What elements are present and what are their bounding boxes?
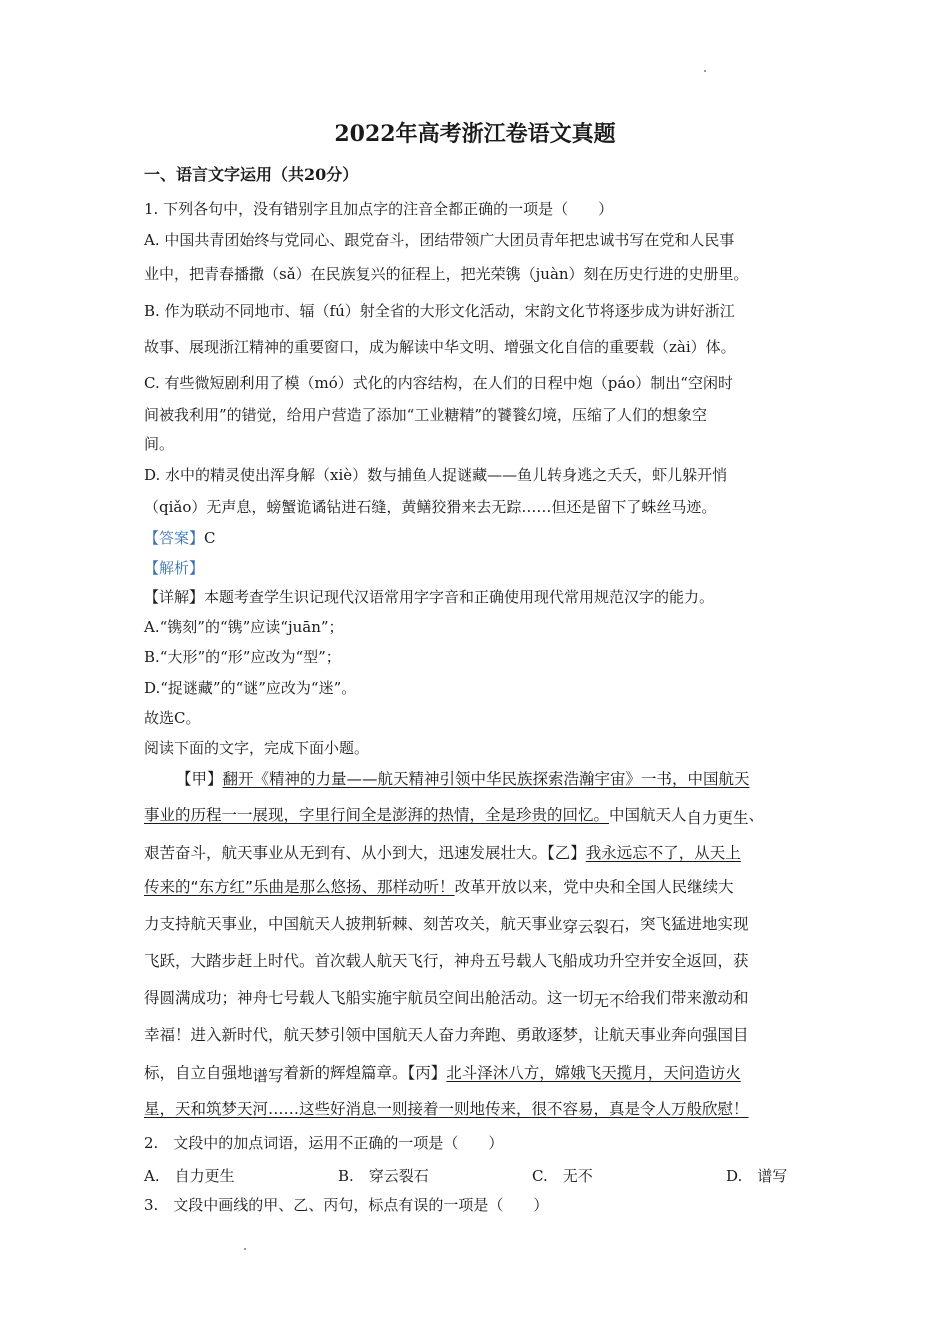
passage-text: 着新的辉煌篇章。【丙】 [283,1064,447,1082]
passage-text: 、 [748,806,765,824]
question-2-option-b: B. 穿云裂石 [338,1167,429,1185]
reading-intro: 阅读下面的文字，完成下面小题。 [144,739,370,757]
question-1-option-c-cont2: 间。 [144,435,175,453]
passage-text: ，突飞猛进地实现 [624,915,749,933]
question-1-stem: 1. 下列各句中，没有错别字且加点字的注音全都正确的一项是（ ） [144,200,614,218]
passage-word-zili: 自力更生 [686,809,749,827]
detail-line-4: D.“捉谜藏”的“谜”应改为“迷”。 [144,679,357,697]
passage-word-puxie: 谱写 [252,1067,284,1085]
detail-line-1: 【详解】本题考查学生识记现代汉语常用字字音和正确使用现代常用规范汉字的能力。 [144,588,715,606]
detail-line-5: 故选C。 [144,709,201,727]
passage-text: 标，自立自强地 [144,1064,253,1082]
corner-speck [704,70,706,72]
passage-text: 中国航天人 [609,806,687,824]
question-2-option-a: A. 自力更生 [144,1167,235,1185]
page-title: 2022年高考浙江卷语文真题 [334,121,616,147]
passage-line-1 [176,769,750,789]
question-2-option-d: D. 谱写 [726,1167,788,1185]
footer-speck [244,1248,246,1250]
passage-text: 得圆满成功；神舟七号载人飞船实施宇航员空间出舱活动。这一切 [144,989,594,1007]
question-1-option-b-cont: 故事、展现浙江精神的重要窗口，成为解读中华文明、增强文化自信的重要载（zài）体。 [144,338,736,356]
answer-line [144,528,216,548]
detail-line-3: B.“大形”的“形”应改为“型”； [144,648,341,666]
passage-sentence-yi: 我永远忘不了，从天上 [585,844,741,862]
passage-line-3 [144,843,741,863]
passage-text: 改革开放以来，党中央和全国人民继续大 [454,878,734,896]
passage-tag-jia: 【甲】 [176,770,223,788]
question-1-option-d-cont: （qiǎo）无声息，螃蟹诡谲钻进石缝，黄鳝狡猾来去无踪……但还是留下了蛛丝马迹。 [144,498,717,516]
answer-label: 【答案】 [144,529,205,547]
question-2-stem: 2. 文段中的加点词语，运用不正确的一项是（ ） [144,1134,504,1152]
question-3-stem: 3. 文段中画线的甲、乙、丙句，标点有误的一项是（ ） [144,1196,549,1214]
passage-word-chuanyun: 穿云裂石 [562,918,625,936]
passage-sentence-jia-cont: 事业的历程一一展现，字里行间全是澎湃的热情，全是珍贵的回忆。 [144,806,610,824]
passage-line-2 [144,805,764,825]
question-2-option-c: C. 无不 [532,1167,593,1185]
passage-text: 力支持航天事业，中国航天人披荆斩棘、刻苦攻关，航天事业 [144,915,563,933]
question-1-option-c-cont: 间被我利用”的错觉，给用户营造了添加“工业糖精”的饕餮幻境，压缩了人们的想象空 [144,406,708,424]
passage-line-6: 飞跃，大踏步赶上时代。首次载人航天飞行，神舟五号载人飞船成功升空并安全返回，获 [144,952,749,970]
answer-value: C [204,529,216,547]
section-heading: 一、语言文字运用（共20分） [144,165,359,184]
passage-line-10: 星，天和筑梦天河……这些好消息一则接着一则地传来，很不容易，真是令人万般欣慰！ [144,1100,749,1118]
passage-text: 艰苦奋斗，航天事业从无到有、从小到大，迅速发展壮大。【乙】 [144,844,586,862]
passage-sentence-bing: 北斗泽沐八方，嫦娥飞天揽月，天问造访火 [446,1064,741,1082]
passage-line-8: 幸福！进入新时代，航天梦引领中国航天人奋力奔跑、勇敢逐梦，让航天事业奔向强国目 [144,1026,749,1044]
question-1-option-d: D. 水中的精灵使出浑身解（xiè）数与捕鱼人捉谜藏——鱼儿转身逃之夭夭，虾儿躲开悄 [144,466,728,484]
passage-line-4 [144,877,734,897]
passage-line-5 [144,914,749,934]
passage-text: 给我们带来激动和 [624,989,749,1007]
detail-line-2: A.“镌刻”的“镌”应读“juān”； [144,618,344,636]
question-1-option-c: C. 有些微短剧利用了模（mó）式化的内容结构，在人们的日程中炮（páo）制出“空闲时 [144,374,733,392]
analysis-label: 【解析】 [144,559,205,577]
passage-word-wubu: 无不 [593,992,625,1010]
passage-sentence-jia: 翻开《精神的力量——航天精神引领中华民族探索浩瀚宇宙》一书，中国航天 [222,770,750,788]
passage-sentence-yi-cont: 传来的“东方红”乐曲是那么悠扬、那样动听！ [144,878,455,896]
question-1-option-a: A. 中国共青团始终与党同心、跟党奋斗，团结带领广大团员青年把忠诚书写在党和人民事 [144,231,735,249]
passage-line-9 [144,1063,741,1083]
question-1-option-b: B. 作为联动不同地市、辐（fú）射全省的大形文化活动，宋韵文化节将逐步成为讲好浙江 [144,302,735,320]
question-1-option-a-cont: 业中，把青春播撒（sǎ）在民族复兴的征程上，把光荣镌（juàn）刻在历史行进的史册里。 [144,265,749,283]
passage-line-7 [144,988,749,1008]
